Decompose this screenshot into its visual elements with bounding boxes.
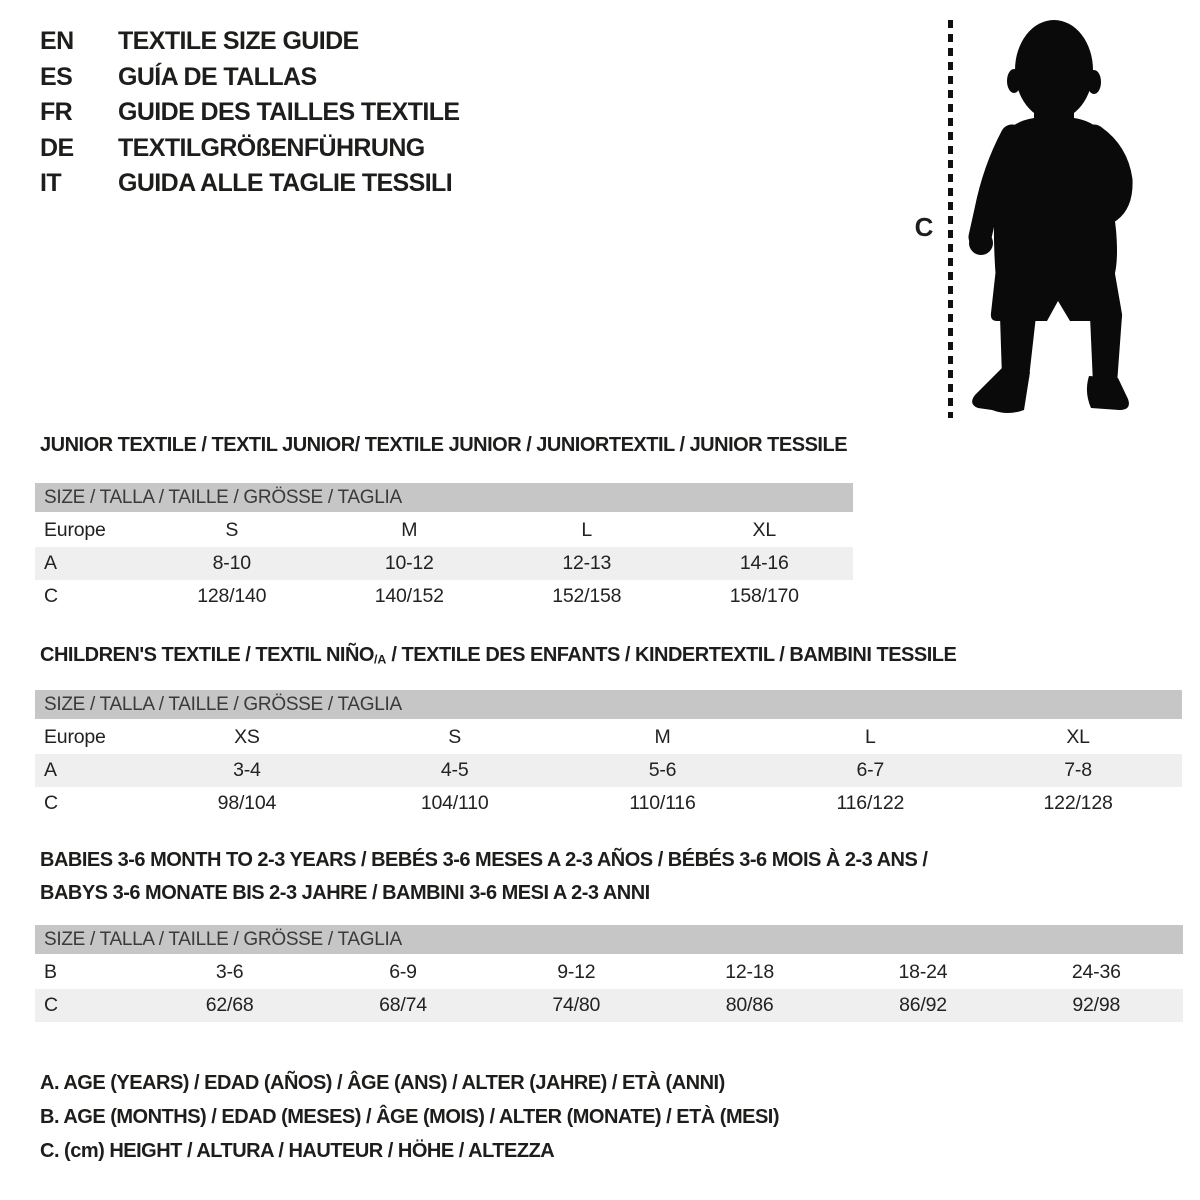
- table-cell: 86/92: [899, 994, 947, 1016]
- size-table-header: [35, 925, 1183, 954]
- legend-line-b: B. AGE (MONTHS) / EDAD (MESES) / ÂGE (MOIS) / ALTER (MONATE) / ETÀ (MESI): [40, 1105, 780, 1128]
- table-cell: 128/140: [197, 585, 267, 607]
- children-size-table: [35, 690, 1182, 820]
- table-row: [35, 754, 1182, 787]
- size-table-header: [35, 483, 853, 512]
- table-row: [35, 787, 1182, 820]
- row-label: B: [44, 961, 57, 983]
- table-cell: 74/80: [552, 994, 601, 1016]
- table-cell: M: [654, 726, 671, 748]
- table-cell: 80/86: [725, 994, 774, 1016]
- table-row: [35, 580, 853, 613]
- language-code: EN: [40, 27, 74, 56]
- size-table-header: [35, 690, 1182, 719]
- junior-section-title: JUNIOR TEXTILE / TEXTIL JUNIOR/ TEXTILE JUNIOR / JUNIORTEXTIL / JUNIOR TESSILE: [40, 434, 848, 456]
- table-cell: 12-13: [562, 552, 612, 574]
- table-cell: 6-7: [856, 759, 885, 781]
- language-row: [40, 24, 460, 60]
- table-cell: 122/128: [1043, 792, 1113, 814]
- language-title: GUÍA DE TALLAS: [118, 62, 317, 91]
- table-cell: 8-10: [212, 552, 251, 574]
- language-row: [40, 166, 460, 202]
- language-title: GUIDA ALLE TAGLIE TESSILI: [118, 169, 453, 198]
- table-cell: XL: [1066, 726, 1090, 748]
- language-row: [40, 60, 460, 96]
- table-cell: S: [448, 726, 462, 748]
- table-cell: 98/104: [217, 792, 277, 814]
- table-row: [35, 956, 1183, 989]
- table-cell: L: [864, 726, 876, 748]
- table-cell: S: [225, 519, 239, 541]
- size-table-header-label: SIZE / TALLA / TAILLE / GRÖSSE / TAGLIA: [44, 486, 402, 508]
- table-cell: 24-36: [1071, 961, 1121, 983]
- language-code: IT: [40, 169, 62, 198]
- language-code: ES: [40, 62, 73, 91]
- table-cell: 6-9: [389, 961, 417, 983]
- table-cell: M: [401, 519, 418, 541]
- children-section-title: [40, 644, 956, 667]
- babies-size-table: [35, 925, 1183, 1022]
- language-title: TEXTILE SIZE GUIDE: [118, 27, 359, 56]
- language-code: FR: [40, 98, 73, 127]
- table-cell: 3-6: [215, 961, 244, 983]
- table-cell: 3-4: [233, 759, 261, 781]
- table-row: [35, 721, 1182, 754]
- language-title: TEXTILGRÖßENFÜHRUNG: [118, 133, 425, 162]
- children-title-pre: CHILDREN'S TEXTILE / TEXTIL NIÑO: [40, 644, 374, 666]
- size-table-header-label: SIZE / TALLA / TAILLE / GRÖSSE / TAGLIA: [44, 693, 402, 715]
- table-cell: 116/122: [836, 792, 905, 814]
- toddler-silhouette: [956, 18, 1144, 420]
- table-cell: 12-18: [725, 961, 775, 983]
- table-row: [35, 989, 1183, 1022]
- table-cell: 92/98: [1072, 994, 1121, 1016]
- language-code: DE: [40, 133, 74, 162]
- table-cell: 62/68: [205, 994, 254, 1016]
- children-title-sub: /A: [373, 652, 387, 667]
- row-label: C: [44, 585, 58, 607]
- table-cell: 68/74: [379, 994, 427, 1016]
- size-table-header-label: SIZE / TALLA / TAILLE / GRÖSSE / TAGLIA: [44, 928, 402, 950]
- children-title-post: / TEXTILE DES ENFANTS / KINDERTEXTIL / BAMBINI TESSILE: [386, 644, 957, 666]
- row-label: Europe: [44, 519, 106, 541]
- language-row: [40, 131, 460, 167]
- table-cell: 14-16: [739, 552, 789, 574]
- table-cell: 9-12: [557, 961, 596, 983]
- table-cell: 10-12: [384, 552, 434, 574]
- table-cell: 104/110: [420, 792, 489, 814]
- language-row: [40, 95, 460, 131]
- babies-title-line2: BABYS 3-6 MONATE BIS 2-3 JAHRE / BAMBINI 3-6 MESI A 2-3 ANNI: [40, 882, 650, 904]
- language-title: GUIDE DES TAILLES TEXTILE: [118, 98, 460, 127]
- legend-line-c: C. (cm) HEIGHT / ALTURA / HAUTEUR / HÖHE / ALTEZZA: [40, 1139, 555, 1162]
- table-cell: 18-24: [898, 961, 948, 983]
- table-cell: 7-8: [1064, 759, 1092, 781]
- table-cell: 140/152: [374, 585, 444, 607]
- table-row: [35, 514, 853, 547]
- table-cell: L: [581, 519, 593, 541]
- row-label: C: [44, 994, 58, 1016]
- legend: [40, 1066, 779, 1168]
- table-cell: 152/158: [552, 585, 622, 607]
- babies-section-title: [40, 844, 927, 910]
- row-label: A: [44, 759, 57, 781]
- junior-size-table: [35, 483, 853, 613]
- table-row: [35, 547, 853, 580]
- language-list: [40, 24, 460, 202]
- table-cell: 158/170: [729, 585, 799, 607]
- babies-title-line1: BABIES 3-6 MONTH TO 2-3 YEARS / BEBÉS 3-6 MESES A 2-3 AÑOS / BÉBÉS 3-6 MOIS À 2-3 ANS /: [40, 849, 928, 871]
- table-cell: 4-5: [440, 759, 469, 781]
- table-cell: XL: [752, 519, 776, 541]
- row-label: C: [44, 792, 58, 814]
- row-label: Europe: [44, 726, 106, 748]
- height-measure-dashed-line: [948, 20, 953, 418]
- table-cell: 110/116: [629, 792, 696, 814]
- measure-label-c: C: [914, 212, 934, 242]
- table-cell: XS: [234, 726, 260, 748]
- table-cell: 5-6: [648, 759, 677, 781]
- legend-line-a: A. AGE (YEARS) / EDAD (AÑOS) / ÂGE (ANS) / ALTER (JAHRE) / ETÀ (ANNI): [40, 1071, 725, 1094]
- row-label: A: [44, 552, 57, 574]
